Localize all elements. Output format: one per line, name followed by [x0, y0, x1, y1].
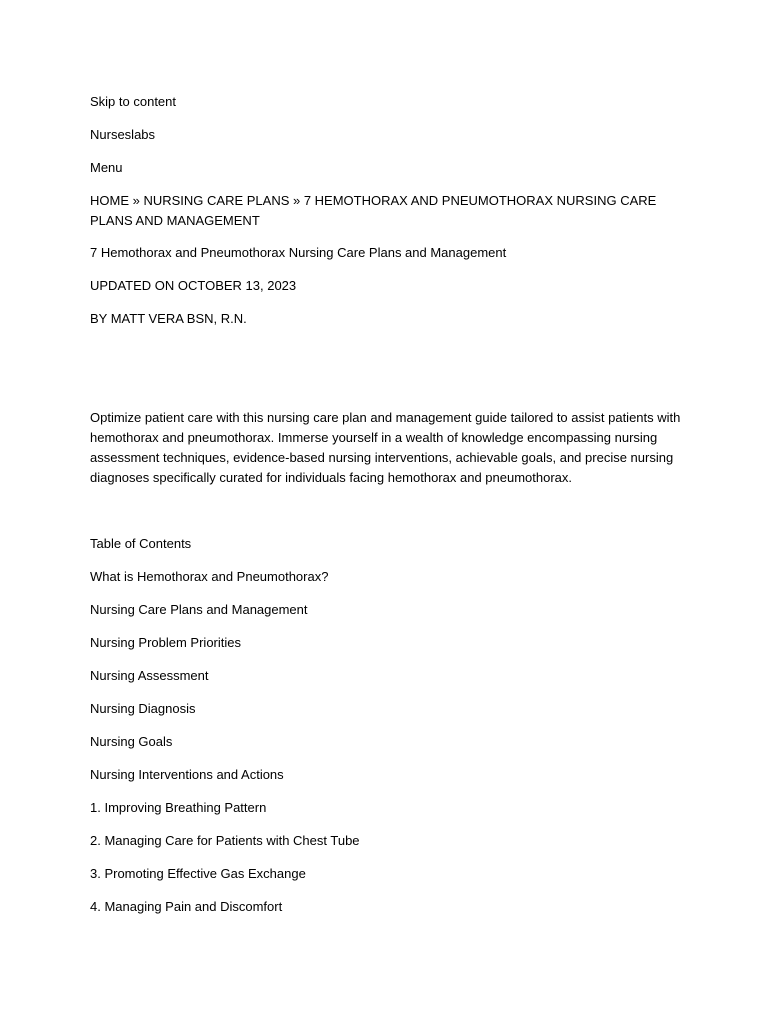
spacer	[90, 342, 690, 408]
toc-item[interactable]: 1. Improving Breathing Pattern	[90, 800, 267, 815]
toc-item[interactable]: What is Hemothorax and Pneumothorax?	[90, 569, 329, 584]
updated-date: UPDATED ON OCTOBER 13, 2023	[90, 278, 297, 293]
toc-item[interactable]: Nursing Diagnosis	[90, 701, 196, 716]
toc-item[interactable]: 2. Managing Care for Patients with Chest Tube	[90, 833, 360, 848]
skip-to-content-link[interactable]: Skip to content	[90, 94, 176, 109]
menu-button[interactable]: Menu	[90, 160, 123, 175]
toc-item[interactable]: Nursing Care Plans and Management	[90, 602, 308, 617]
breadcrumb[interactable]: HOME » NURSING CARE PLANS » 7 HEMOTHORAX AND PNEUMOTHORAX NURSING CARE PLANS AND MANAGEMENT	[90, 193, 657, 228]
page-title: 7 Hemothorax and Pneumothorax Nursing Care Plans and Management	[90, 245, 507, 260]
toc-item[interactable]: Nursing Problem Priorities	[90, 635, 241, 650]
site-name-link[interactable]: Nurseslabs	[90, 127, 156, 142]
toc-item[interactable]: Nursing Goals	[90, 734, 173, 749]
toc-heading: Table of Contents	[90, 536, 192, 551]
document-page	[90, 92, 690, 930]
toc-item[interactable]: Nursing Interventions and Actions	[90, 767, 284, 782]
toc-item[interactable]: Nursing Assessment	[90, 668, 209, 683]
toc-item[interactable]: 4. Managing Pain and Discomfort	[90, 899, 283, 914]
toc-item[interactable]: 3. Promoting Effective Gas Exchange	[90, 866, 306, 881]
author-byline: BY MATT VERA BSN, R.N.	[90, 311, 247, 326]
intro-paragraph: Optimize patient care with this nursing care plan and management guide tailored to assist patients with hemothorax and pneumothorax. Immerse yourself in a wealth of knowledge encompassing nursing assessment techniques, evidence-based nursing interventions, achievable goals, and precise nursing diagnoses specifically curated for individuals facing hemothorax and pneumothorax.	[90, 410, 681, 485]
